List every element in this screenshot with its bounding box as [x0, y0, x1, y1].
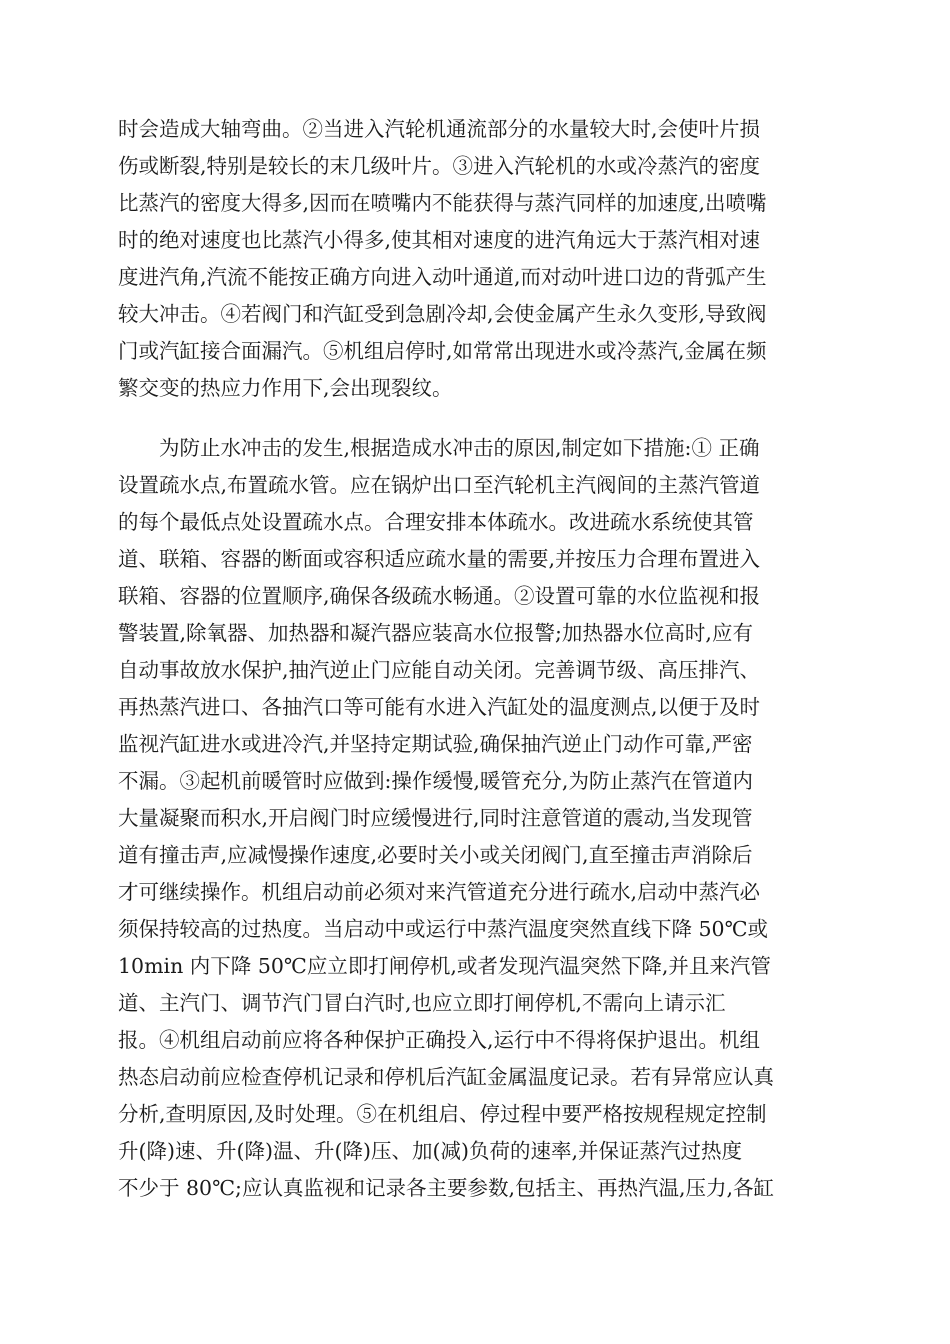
text-line: 道有撞击声,应减慢操作速度,必要时关小或关闭阀门,直至撞击声消除后 [118, 843, 753, 867]
text-line: 度进汽角,汽流不能按正确方向进入动叶通道,而对动叶进口边的背弧产生 [118, 265, 767, 289]
text-line: 再热蒸汽进口、各抽汽口等可能有水进入汽缸处的温度测点,以便于及时 [118, 695, 761, 719]
text-line: 自动事故放水保护,抽汽逆止门应能自动关闭。完善调节级、高压排汽、 [118, 658, 761, 682]
text-line: 时的绝对速度也比蒸汽小得多,使其相对速度的进汽角远大于蒸汽相对速 [118, 228, 761, 252]
text-line: 大量凝聚而积水,开启阀门时应缓慢进行,同时注意管道的震动,当发现管 [118, 806, 753, 830]
text-line: 警装置,除氧器、加热器和凝汽器应装高水位报警;加热器水位高时,应有 [118, 621, 753, 645]
text-line: 道、主汽门、调节汽门冒白汽时,也应立即打闸停机,不需向上请示汇 [118, 991, 726, 1015]
text-line: 的每个最低点处设置疏水点。合理安排本体疏水。改进疏水系统使其管 [118, 510, 754, 534]
text-line: 不少于 80℃;应认真监视和记录各主要参数,包括主、再热汽温,压力,各缸 [118, 1176, 774, 1200]
text-line: 较大冲击。④若阀门和汽缸受到急剧冷却,会使金属产生永久变形,导致阀 [118, 302, 767, 326]
text-line: 设置疏水点,布置疏水管。应在锅炉出口至汽轮机主汽阀间的主蒸汽管道 [118, 473, 761, 497]
text-line: 繁交变的热应力作用下,会出现裂纹。 [118, 376, 453, 400]
text-line: 分析,查明原因,及时处理。⑤在机组启、停过程中要严格按规程规定控制 [118, 1102, 767, 1126]
text-line: 比蒸汽的密度大得多,因而在喷嘴内不能获得与蒸汽同样的加速度,出喷嘴 [118, 191, 767, 215]
paragraph-prevention-measures [118, 430, 834, 1207]
text-line: 报。④机组启动前应将各种保护正确投入,运行中不得将保护退出。机组 [118, 1028, 761, 1052]
text-line: 不漏。③起机前暖管时应做到:操作缓慢,暖管充分,为防止蒸汽在管道内 [118, 769, 753, 793]
paragraph-water-hammer-damage [118, 111, 834, 407]
text-line: 道、联箱、容器的断面或容积适应疏水量的需要,并按压力合理布置进入 [118, 547, 761, 571]
text-line: 时会造成大轴弯曲。②当进入汽轮机通流部分的水量较大时,会使叶片损 [118, 117, 761, 141]
text-line: 伤或断裂,特别是较长的末几级叶片。③进入汽轮机的水或冷蒸汽的密度 [118, 154, 761, 178]
text-line: 热态启动前应检查停机记录和停机后汽缸金属温度记录。若有异常应认真 [118, 1065, 774, 1089]
text-line: 须保持较高的过热度。当启动中或运行中蒸汽温度突然直线下降 50℃或 [118, 917, 769, 941]
text-line: 才可继续操作。机组启动前必须对来汽管道充分进行疏水,启动中蒸汽必 [118, 880, 761, 904]
text-line: 10min 内下降 50℃应立即打闸停机,或者发现汽温突然下降,并且来汽管 [118, 954, 771, 978]
text-line: 监视汽缸进水或进冷汽,并坚持定期试验,确保抽汽逆止门动作可靠,严密 [118, 732, 753, 756]
text-line: 门或汽缸接合面漏汽。⑤机组启停时,如常常出现进水或冷蒸汽,金属在频 [118, 339, 767, 363]
text-line: 为防止水冲击的发生,根据造成水冲击的原因,制定如下措施:① 正确 [118, 436, 760, 460]
text-line: 联箱、容器的位置顺序,确保各级疏水畅通。②设置可靠的水位监视和报 [118, 584, 761, 608]
text-line: 升(降)速、升(降)温、升(降)压、加(减)负荷的速率,并保证蒸汽过热度 [118, 1139, 742, 1163]
